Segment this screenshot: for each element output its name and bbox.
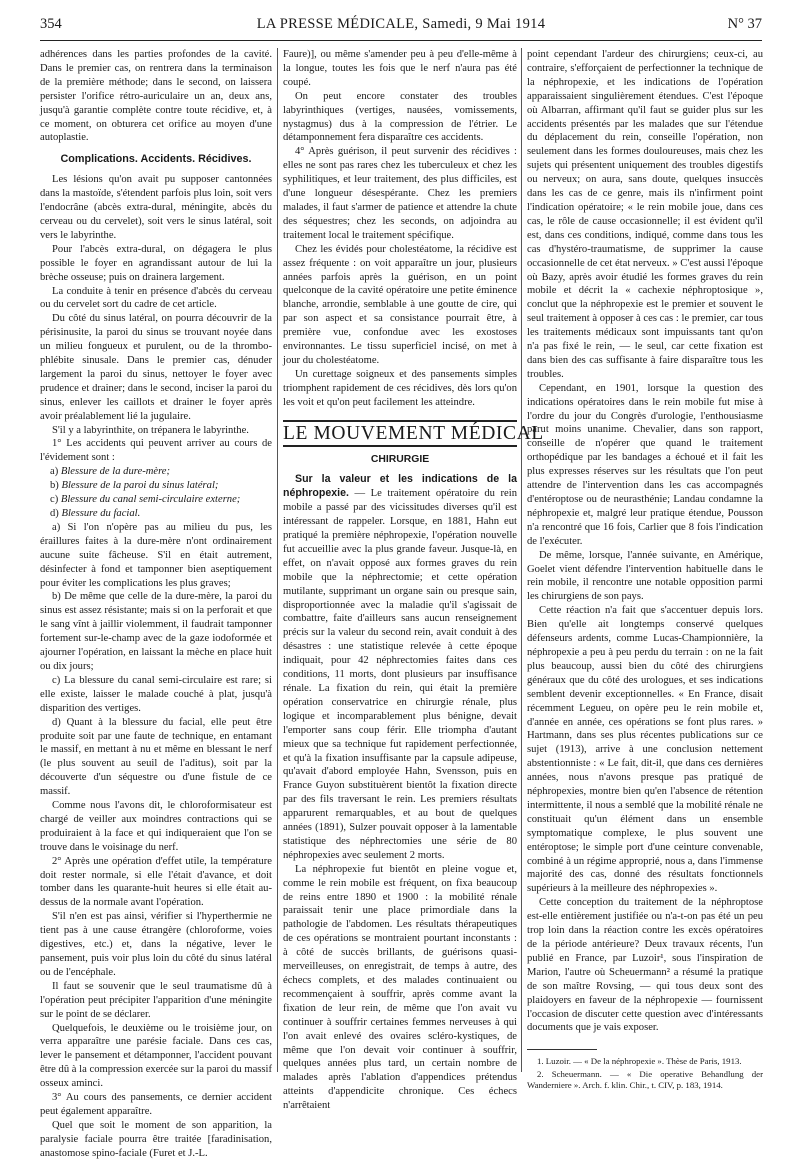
paragraph: 1° Les accidents qui peuvent arriver au cours de l'évidement sont : bbox=[40, 438, 272, 464]
paragraph: adhérences dans les parties profondes de la cavité. Dans le premier cas, on rentrera dans la terminaison de la première méthode; dans le second, on laissera persister l'orifice rétro-auriculaire un an, deux ans, jusqu'à garantie complète contre toute récidive, et, à ce moment, on obturera cet orifice au moyen d'une autoplastie. bbox=[40, 49, 272, 144]
paragraph: De même, lorsque, l'année suivante, en Amérique, Goelet vient défendre l'intervention habituelle dans le rein mobile, il rencontre une notable opposition parmi les chirurgiens de son pays. bbox=[527, 549, 763, 603]
paragraph: Il faut se souvenir que le seul traumatisme dû à l'opération peut précipiter l'apparition d'une méningite sur le point de se déclarer. bbox=[40, 980, 272, 1020]
paragraph: Un curettage soigneux et des pansements simples triomphent rapidement de ces récidives, dès lors qu'on les voit et qu'on peut facilement les atteindre. bbox=[283, 368, 517, 408]
paragraph: a) Si l'on n'opère pas au milieu du pus, les éraillures faites à la dure-mère n'ont ordinairement aucune suite fâcheuse. S'il en était autrement, désinfecter à fond et tamponner bien aseptiquement pour éviter les complications les plus graves; bbox=[40, 521, 272, 589]
journal-title: LA PRESSE MÉDICALE, Samedi, 9 Mai 1914 bbox=[256, 16, 546, 32]
footnote: 2. Scheuermann. — « Die operative Behandlung der Wanderniere ». Arch. f. klin. Chir., t. CIV, p. 183, 1914. bbox=[527, 1069, 763, 1091]
article-title: Sur la valeur et les indications de la néphropexie. bbox=[283, 473, 517, 500]
column-1 bbox=[40, 48, 272, 1161]
paragraph: Cette conception du traitement de la néphroptose est-elle entièrement justifiée ou n'a-t-on pas été un peu trop loin dans la réaction contre les excès opératoires de la période antérieure? Deux travaux récents, l'un publié en France, par Luzoir¹, sous l'inspiration de Marion, l'autre où Scheuermann² a résumé la pratique de son maître Rovsing, — qui tous deux sont des plaidoyers en faveur de la néphropexie — fournissent l'occasion de discuter cette question avec d'intéressants documents que je vais exposer. bbox=[527, 897, 763, 1034]
column-2 bbox=[283, 48, 544, 1113]
footnote-rule bbox=[527, 1049, 597, 1050]
paragraph: Quel que soit le moment de son apparition, la paralysie faciale pourra être traitée [faradinisation, anastomose spino-faciale (Furet et J.-L. bbox=[40, 1119, 272, 1159]
paragraph: S'il n'en est pas ainsi, vérifier si l'hyperthermie ne tient pas à une cause étrangère (chloroforme, voies digestives, etc.) et, dans la négative, lever le pansement, puis voir plus loin du côté du sinus latéral ou de l'encéphale. bbox=[40, 911, 272, 978]
paragraph: b) De même que celle de la dure-mère, la paroi du sinus est assez résistante; mais si on la perforait et que le sang vînt à jaillir violemment, il faudrait tamponner fortement sur-le-champ avec de la gaze iodoformée et ajourner l'opération, en laissant la mèche en place huit ou dix jours; bbox=[40, 591, 272, 672]
paragraph: 3° Au cours des pansements, ce dernier accident peut également apparaître. bbox=[40, 1092, 272, 1117]
paragraph: Du côté du sinus latéral, on pourra découvrir de la périsinusite, la paroi du sinus se trouvant noyée dans un milieu fongueux et purulent, ou de la thrombo-phlébite sinusale. Dans le premier cas, dénuder largement la paroi du sinus, nettoyer le foyer avec prudence et drainer; dans le second, inciser la paroi du sinus, enlever les caillots et drainer le foyer après avoir préalablement lié la jugulaire. bbox=[40, 313, 272, 422]
paragraph: Cette réaction n'a fait que s'accentuer depuis lors. Bien qu'elle ait longtemps conservé quelques défenseurs ardents, comme Lucas-Championnière, la néphropexie a peu à peu perdu du terrain : on ne la fait plus beaucoup, aussi bien du côté des chirurgiens généraux que du côté des urologues, et ses indications semblent devenir exceptionnelles. « En France, disait récemment Legueu, on opère peu le rein mobile et, d'année en année, ces opérations se font plus rares. » Hartmann, dans ses plus récentes publications sur ce sujet (1913), arrive à une conclusion nettement abstentionniste : « Le fait, dit-il, que dans ces dernières années, nous n'avons presque pas pratiqué de néphropexies, montre bien qu'en l'absence de rétention intermittente, il nous a semblé que la mobilité rénale ne constituait qu'un élément dans un ensemble symptomatique complexe, le plus souvent une entéroptose; le simple port d'une ceinture convenable, combiné à un régime approprié, nous a, dans l'immense majorité des cas, donné des résultats fonctionnels supérieurs à la meilleure des néphropexies ». bbox=[527, 605, 763, 895]
column-divider bbox=[277, 48, 278, 1072]
list-item: c) Blessure du canal semi-circulaire externe; bbox=[50, 494, 241, 506]
paragraph: Chez les évidés pour cholestéatome, la récidive est assez fréquente : on voit apparaître un jour, plusieurs années parfois après la guérison, en un point quelconque de la cavité opératoire une petite éminence blanche, arrondie, semblable à une goutte de cire, qui par son aspect et sa consistance pourrait être, à première vue, confondue avec les exostoses environnantes. Le tissu superficiel incisé, on met à jour du cholestéatome. bbox=[283, 243, 517, 366]
paragraph: S'il y a labyrinthite, on trépanera le labyrinthe. bbox=[52, 424, 249, 436]
paragraph: d) Quant à la blessure du facial, elle peut être produite soit par une faute de technique, en entamant le massif, en mettant à nu et même en blessant le nerf (le plus souvent au seuil de l'aditus), soit par la découverte d'un séquestre ou d'une fistule de ce massif. bbox=[40, 716, 272, 798]
paragraph: Quelquefois, le deuxième ou le troisième jour, on verra apparaître une parésie faciale. Dans ces cas, lever le pansement et détamponner, l'accident pouvant être dû à la compression exercée sur la paroi du massif osseux aminci. bbox=[40, 1022, 272, 1090]
list-item: d) Blessure du facial. bbox=[50, 508, 141, 519]
paragraph: c) La blessure du canal semi-circulaire est rare; si elle existe, laisser le malade couché à plat, jusqu'à disparition des vertiges. bbox=[40, 674, 272, 714]
page-number: 354 bbox=[40, 16, 62, 32]
section-title: CHIRURGIE bbox=[370, 454, 430, 466]
section-banner: LE MOUVEMENT MÉDICAL bbox=[283, 420, 517, 448]
paragraph: 4° Après guérison, il peut survenir des récidives : elles ne sont pas rares chez les tuberculeux et chez les syphilitiques, et leur traitement, des plus difficiles, est d'une longueur désespérante. Chez les premiers malades, il faut s'armer de patience et attendre la chute des séquestres; chez les seconds, on adjoindra au traitement local le traitement spécifique. bbox=[283, 146, 517, 241]
list-item: a) Blessure de la dure-mère; bbox=[50, 466, 171, 478]
paragraph: Cependant, en 1901, lorsque la question des indications opératoires dans le rein mobile fut mise à l'ordre du jour du Congrès d'urologie, l'enthousiasme parut moins unanime. Chevalier, dans son rapport, conseille de n'opérer que quand le traitement orthopédique par les bandages a échoué et il fait les plus expresses réserves sur les résultats que l'on peut attendre de l'intervention dans les cas accompagnés d'entéroptose ou de neurasthénie; Landau condamne la néphropexie et, malgré leur pratique étendue, Pousson n'a rencontré que 16 fois, Carlier que 8 fois l'indication de l'exécuter. bbox=[527, 382, 763, 547]
paragraph: Comme nous l'avons dit, le chloroformisateur est chargé de veiller aux moindres contractions qui se produiraient à la face et qui indiqueraient que l'on se trouve dans le voisinage du nerf. bbox=[40, 800, 272, 853]
paragraph: Les lésions qu'on avait pu supposer cantonnées dans la mastoïde, s'étendent parfois plus loin, soit vers l'endocrâne (abcès extra-dural, méningite, abcès du cerveau ou du cervelet), soit vers le sinus latéral, soit vers le labyrinthe. bbox=[40, 174, 272, 241]
list-item: b) Blessure de la paroi du sinus latéral; bbox=[50, 480, 219, 492]
accident-list bbox=[40, 465, 272, 521]
page-header bbox=[40, 12, 762, 38]
paragraph: 2° Après une opération d'effet utile, la température doit rester normale, si elle l'était d'avance, et doit tomber dans les quarante-huit heures si elle était au-dessus de la normale avant l'opération. bbox=[40, 855, 272, 909]
paragraph: La conduite à tenir en présence d'abcès du cerveau ou du cervelet sort du cadre de cet article. bbox=[40, 285, 272, 311]
paragraph: On peut encore constater des troubles labyrinthiques (vertiges, nausées, vomissements, nystagmus) dus à la compression de l'étrier. Le détamponnement fera disparaître ces accidents. bbox=[283, 90, 517, 144]
footnote: 1. Luzoir. — « De la néphropexie ». Thèse de Paris, 1913. bbox=[537, 1056, 742, 1067]
section-heading: Complications. Accidents. Récidives. bbox=[60, 153, 252, 166]
article-paragraph: Sur la valeur et les indications de la néphropexie. — Le traitement opératoire du rein mobile a passé par des vicissitudes diverses qu'il est intéressant de rappeler. Lorsque, en 1881, Hahn eut pratiqué la première néphropexie, l'opération nouvelle fut accueillie avec la plus grande faveur. Jusque-là, en effet, on n'avait opposé aux formes graves du rein mobile que la néphrectomie; et cette opération mutilante, supprimant un organe sain ou presque sain, disproportionnée avec la maladie qu'il s'agissait de combattre, faite d'ailleurs sans aucun renseignement précis sur la valeur du second rein, avait conduit à des désastres : une statistique relevée à cette époque indiquait, pour 42 néphrectomies faites dans ces conditions, 11 morts, dont plusieurs par insuffisance rénale. La fixation du rein, qui était la première opération conservatrice en chirurgie rénale, plus logique et incomparablement plus bénigne, devait l'emporter sans coup férir. Elle triompha d'autant mieux que sa technique fut rapidement perfectionnée, et qu'à la fixation insuffisante par la capsule adipeuse, qu'avait d'abord employée Hahn, Svensson, puis en France Guyon substituèrent bientôt la fixation directe par des fils traversant le rein. Les premiers résultats apparurent remarquables, et au bout de quelques années (1891), Sulzer pouvait opposer à la lamentable statistique des néphrectomies une série de 80 néphropexies avec seulement 2 morts. bbox=[283, 473, 517, 861]
paragraph: Faure)], ou même s'amender peu à peu d'elle-même à la longue, toutes les fois que le nerf n'aura pas été coupé. bbox=[283, 49, 517, 88]
column-divider bbox=[521, 48, 522, 1072]
column-3 bbox=[527, 48, 763, 1093]
paragraph: Pour l'abcès extra-dural, on dégagera le plus possible le foyer en agrandissant autour de lui la brèche osseuse; puis on drainera largement. bbox=[40, 243, 272, 283]
paragraph: point cependant l'ardeur des chirurgiens; ceux-ci, au contraire, s'efforçaient de perfectionner la technique de la néphropexie, et les indications de l'opération apparaissaient singulièrement étendues. C'est l'époque où Albarran, affirmant qu'il faut se guider plus sur les accidents présentés par les malades que sur l'étendue du déplacement du rein, conseille l'opération, non seulement dans les formes douloureuses, mais chez les sujets qui présentent uniquement des troubles digestifs ou nerveux; on aura, sans doute, quelques insuccès dans les cas de ce genre, mais ils n'infirment point l'indication opératoire; « le rein mobile joue, dans ces cas, le rôle de cause occasionnelle; il est évident qu'il est, dans ces conditions, indiqué, comme dans tous les cas d'hystéro-traumatisme, de supprimer la cause occasionnelle de cet état nerveux. » C'est aussi l'époque où Bazy, après avoir étudié les formes graves du rein mobile et décrit la « cachexie néphroptosique », conclut que la néphropexie est le premier et souvent le seul traitement à opposer à ces cas : le premier, car tous les traitements médicaux sont impuissants tant qu'on n'a pas fixé le rein, — le seul, car cette fixation est dans bien des cas suffisante à faire disparaître tous les troubles. bbox=[527, 49, 763, 380]
issue-number: N° 37 bbox=[727, 16, 762, 32]
header-rule bbox=[40, 40, 762, 41]
paragraph: La néphropexie fut bientôt en pleine vogue et, comme le rein mobile est fréquent, on fixa beaucoup de reins entre 1890 et 1900 : la mobilité rénale paraissait tenir une place primordiale dans la pathologie de l'abdomen. Les résultats thérapeutiques de ces opérations se montraient pourtant inconstants : à côté de succès brillants, de guérisons quasi-merveilleuses, on enregistrait, de temps à autre, des échecs complets, et des malades continuaient ou recommençaient à souffrir, après comme avant la fixation de leur rein, de même que l'on avait vu continuer à souffrir certaines femmes nerveuses à qui l'on avait enlevé des ovaires scléro-kystiques, de même que l'on devait voir continuer à souffrir, quelques années plus tard, un certain nombre de malades après l'ablation d'appendices prétendus atteints d'appendicite chronique. Ces échecs n'arrêtaient bbox=[283, 863, 517, 1112]
